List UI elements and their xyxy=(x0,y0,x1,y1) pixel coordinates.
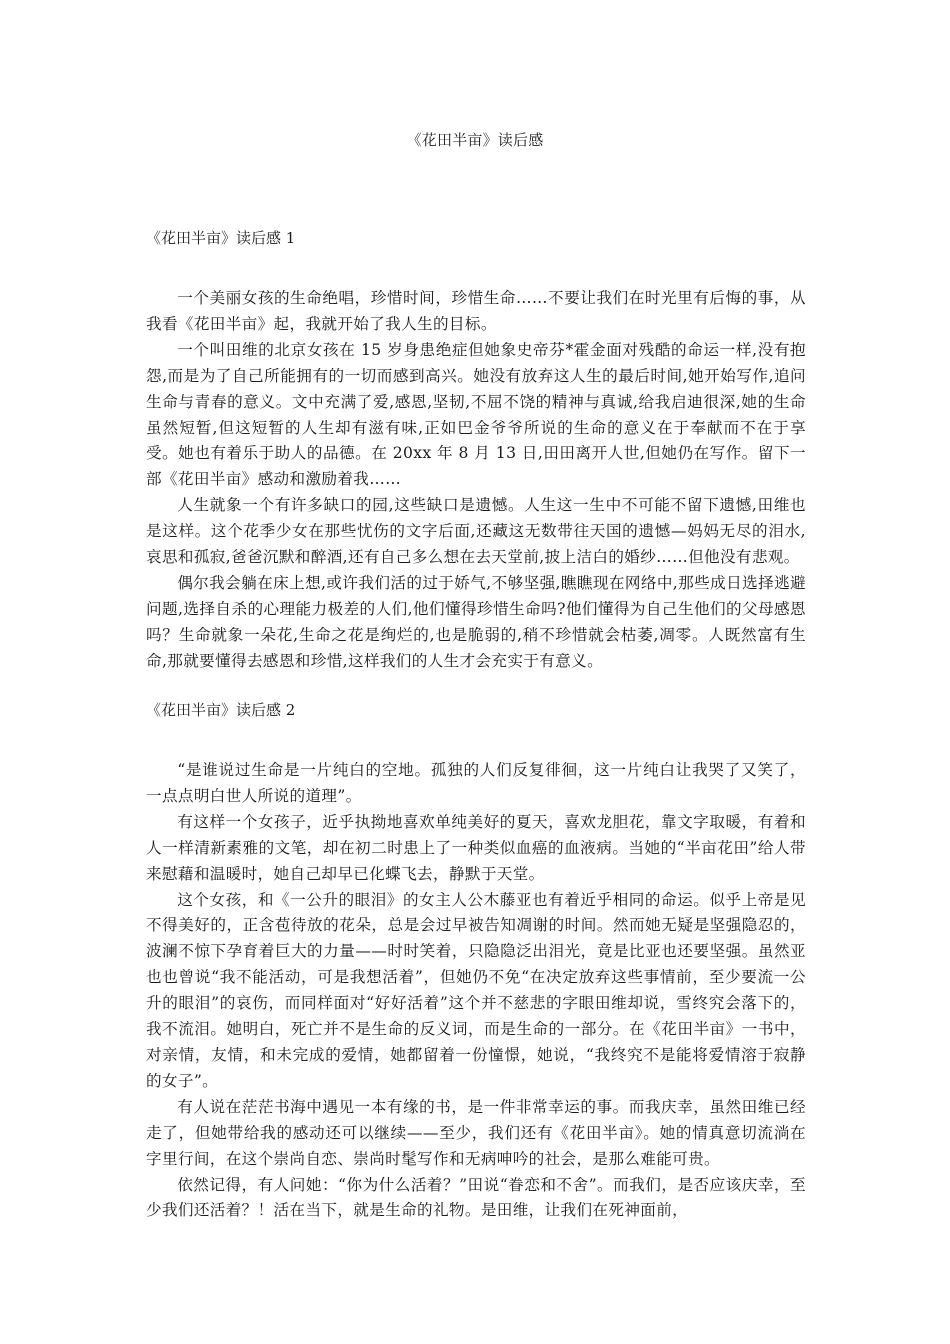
paragraph: 有人说在茫茫书海中遇见一本有缘的书，是一件非常幸运的事。而我庆幸，虽然田维已经走了，但她带给我的感动还可以继续——至少，我们还有《花田半亩》。她的情真意切流淌在字里行间，在这个崇尚自恋、崇尚时髦写作和无病呻吟的社会，是那么难能可贵。 xyxy=(146,1097,806,1168)
essay-section-2 xyxy=(146,699,806,1224)
section-body-2 xyxy=(146,758,806,1224)
section-body-1 xyxy=(146,286,806,675)
paragraph: 一个美丽女孩的生命绝唱，珍惜时间，珍惜生命……不要让我们在时光里有后悔的事，从我看《花田半亩》起，我就开始了我人生的目标。 xyxy=(146,289,806,333)
paragraph: 依然记得，有人问她：“你为什么活着？”田说“眷恋和不舍”。而我们，是否应该庆幸，至少我们还活着？！活在当下，就是生命的礼物。是田维，让我们在死神面前， xyxy=(146,1175,806,1220)
essay-section-1 xyxy=(146,227,806,675)
document-title: 《花田半亩》读后感 xyxy=(406,131,544,149)
section-heading-1: 《花田半亩》读后感 1 xyxy=(146,229,296,247)
paragraph: 有这样一个女孩子，近乎执拗地喜欢单纯美好的夏天，喜欢龙胆花，靠文字取暖，有着和人一样清新素雅的文笔，却在初二时患上了一种类似血癌的血液病。当她的“半亩花田”给人带来慰藉和温暖时，她自己却早已化蝶飞去，静默于天堂。 xyxy=(146,812,806,883)
paragraph: 人生就象一个有许多缺口的园,这些缺口是遗憾。人生这一生中不可能不留下遗憾,田维也是这样。这个花季少女在那些忧伤的文字后面,还藏这无数带往天国的遗憾—妈妈无尽的泪水,哀思和孤寂,爸爸沉默和醉酒,还有自己多么想在去天堂前,披上洁白的婚纱……但他没有悲观。 xyxy=(146,496,806,567)
paragraph: 一个叫田维的北京女孩在 15 岁身患绝症但她象史帝芬*霍金面对残酷的命运一样,没有抱怨,而是为了自己所能拥有的一切而感到高兴。她没有放弃这人生的最后时间,她开始写作,追问生命与青春的意义。文中充满了爱,感恩,坚韧,不屈不饶的精神与真诚,给我启迪很深,她的生命虽然短暂,但这短暂的人生却有滋有味,正如巴金爷爷所说的生命的意义在于奉献而不在于享受。她也有着乐于助人的品德。在 20xx 年 8 月 13 日,田田离开人世,但她仍在写作。留下一部《花田半亩》感动和激励着我…… xyxy=(146,340,806,489)
paragraph: 这个女孩，和《一公升的眼泪》的女主人公木藤亚也有着近乎相同的命运。似乎上帝是见不得美好的，正含苞待放的花朵，总是会过早被告知凋谢的时间。然而她无疑是坚强隐忍的，波澜不惊下孕育着巨大的力量——时时笑着，只隐隐泛出泪光，竟是比亚也还要坚强。虽然亚也也曾说“我不能活动，可是我想活着”，但她仍不免“在决定放弃这些事情前，至少要流一公升的眼泪”的哀伤，而同样面对“好好活着”这个并不慈悲的字眼田维却说，雪终究会落下的，我不流泪。她明白，死亡并不是生命的反义词，而是生命的一部分。在《花田半亩》一书中，对亲情，友情，和未完成的爱情，她都留着一份憧憬，她说，“我终究不是能将爱情溶于寂静的女子”。 xyxy=(146,890,806,1090)
paragraph: “是谁说过生命是一片纯白的空地。孤独的人们反复徘徊，这一片纯白让我哭了又笑了，一点点明白世人所说的道理”。 xyxy=(146,761,806,805)
paragraph: 偶尔我会躺在床上想,或许我们活的过于娇气,不够坚强,瞧瞧现在网络中,那些成日选择逃避问题,选择自杀的心理能力极差的人们,他们懂得珍惜生命吗?他们懂得为自己生他们的父母感恩吗？生命就象一朵花,生命之花是绚烂的,也是脆弱的,稍不珍惜就会枯萎,凋零。人既然富有生命,那就要懂得去感恩和珍惜,这样我们的人生才会充实于有意义。 xyxy=(146,573,806,670)
section-heading-2: 《花田半亩》读后感 2 xyxy=(146,701,296,719)
